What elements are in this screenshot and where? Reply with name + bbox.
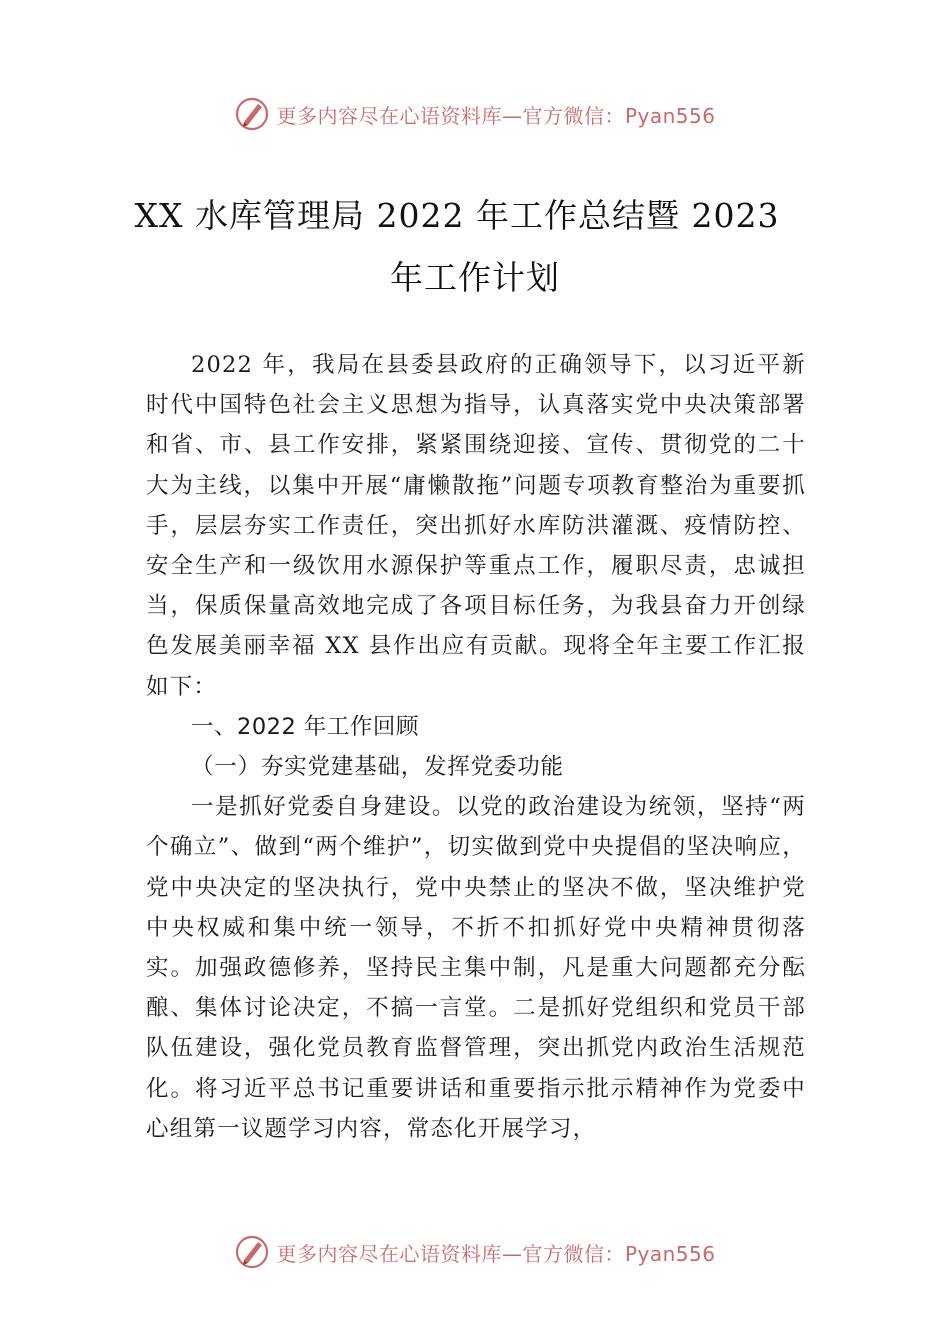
document-title-line2: 年工作计划 <box>390 258 560 297</box>
pen-seal-icon <box>234 96 270 132</box>
pen-seal-icon <box>234 1234 270 1270</box>
document-body <box>146 345 806 1149</box>
intro-paragraph: 2022 年，我局在县委县政府的正确领导下，以习近平新时代中国特色社会主义思想为指导，认真落实党中央决策部署和省、市、县工作安排，紧紧围绕迎接、宣传、贯彻党的二十大为主线，以集中开展“庸懒散拖”问题专项教育整治为重要抓手，层层夯实工作责任，突出抓好水库防洪灌溉、疫情防控、安全生产和一级饮用水源保护等重点工作，履职尽责，忠诚担当，保质保量高效地完成了各项目标任务，为我县奋力开创绿色发展美丽幸福 XX 县作出应有贡献。现将全年主要工作汇报如下： <box>146 352 806 700</box>
watermark-header <box>0 94 950 134</box>
watermark-footer <box>0 1232 950 1272</box>
watermark-text: 更多内容尽在心语资料库—官方微信：Pyan556 <box>276 1241 716 1266</box>
section-heading: 一、2022 年工作回顾 <box>191 713 419 740</box>
watermark-text: 更多内容尽在心语资料库—官方微信：Pyan556 <box>276 103 716 128</box>
document-title-line1: XX 水库管理局 2022 年工作总结暨 2023 <box>134 196 780 235</box>
subsection-heading: （一）夯实党建基础，发挥党委功能 <box>191 754 564 781</box>
body-paragraph: 一是抓好党委自身建设。以党的政治建设为统领，坚持“两个确立”、做到“两个维护”，切实做到党中央提倡的坚决响应，党中央决定的坚决执行，党中央禁止的坚决不做，坚决维护党中央权威和集中统一领导，不折不扣抓好党中央精神贯彻落实。加强政德修养，坚持民主集中制，凡是重大问题都充分酝酿、集体讨论决定，不搞一言堂。二是抓好党组织和党员干部队伍建设，强化党员教育监督管理，突出抓党内政治生活规范化。将习近平总书记重要讲话和重要指示批示精神作为党委中心组第一议题学习内容，常态化开展学习， <box>146 794 806 1142</box>
